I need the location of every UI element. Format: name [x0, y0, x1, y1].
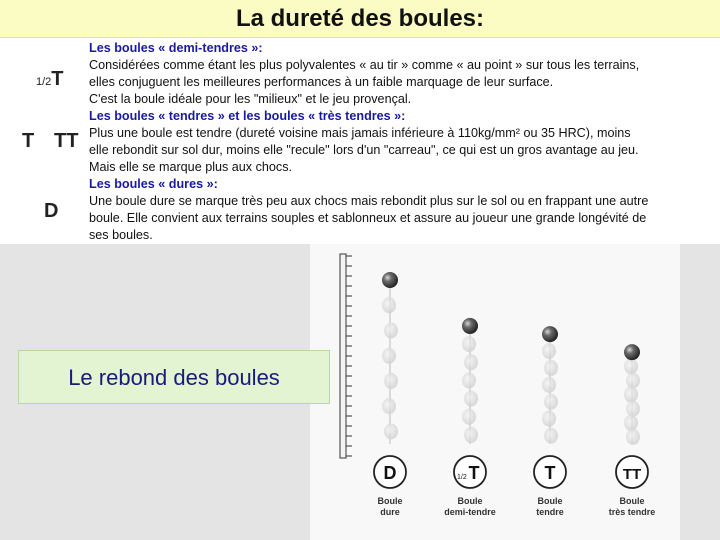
ball-caption-line1: Boule — [457, 496, 483, 506]
ball — [542, 326, 558, 342]
height-ruler — [340, 254, 352, 458]
symbol-hard: D — [44, 200, 59, 222]
ball-trail — [542, 377, 556, 393]
ball-caption-line2: tendre — [536, 507, 564, 517]
section-line: elles conjuguent les meilleures performances à un faible marquage de leur surface. — [89, 75, 554, 89]
ball-trail — [544, 360, 558, 376]
section-line: Considérées comme étant les plus polyvalentes « au tir » comme « au point » sur tous les terrains, — [89, 58, 640, 72]
section-line: C'est la boule idéale pour les "milieux" et le jeu provençal. — [89, 92, 412, 106]
bounce-column — [374, 272, 406, 517]
section-line: Une boule dure se marque très peu aux chocs mais rebondit plus sur le sol ou en frappant une autre — [89, 194, 649, 208]
ball-trail — [544, 394, 558, 410]
ball-trail — [382, 348, 396, 364]
ball-caption-line1: Boule — [537, 496, 563, 506]
ball-trail — [624, 387, 638, 403]
ball-trail — [462, 409, 476, 425]
hardness-symbol-prefix: 1/2 — [457, 474, 467, 481]
section-heading-half-tender: Les boules « demi-tendres »: — [89, 41, 263, 55]
figure-label: Le rebond des boules — [18, 350, 330, 404]
ball — [462, 318, 478, 334]
ball-trail — [626, 429, 640, 445]
section-heading-tender: Les boules « tendres » et les boules « très tendres »: — [89, 109, 406, 123]
ball-trail — [464, 427, 478, 443]
title-bar — [0, 0, 720, 38]
bounce-figure-svg — [310, 244, 680, 540]
section-line: Plus une boule est tendre (dureté voisine mais jamais inférieure à 110kg/mm² ou 35 HRC), moins — [89, 126, 631, 140]
symbol-very-tender: TT — [54, 130, 79, 152]
symbol-tender: T — [22, 130, 35, 152]
hardness-symbol: T — [468, 463, 480, 483]
symbol-half-prefix: 1/2 — [36, 76, 52, 88]
bounce-column — [444, 318, 496, 517]
ball-trail — [544, 428, 558, 444]
ball-trail — [382, 398, 396, 414]
ball-trail — [464, 354, 478, 370]
ball-caption-line2: très tendre — [608, 507, 656, 517]
section-line: Mais elle se marque plus aux chocs. — [89, 160, 292, 174]
ball-caption-line2: dure — [380, 507, 400, 517]
bounce-column — [534, 326, 566, 517]
ball-trail — [624, 358, 638, 374]
ball-trail — [626, 401, 640, 417]
description-text — [89, 40, 715, 244]
hardness-symbol: T — [544, 463, 556, 483]
bounce-figure — [310, 244, 680, 540]
ruler-bar — [340, 254, 346, 458]
hardness-symbol: TT — [622, 466, 642, 483]
ball-trail — [384, 322, 398, 338]
ball-trail — [542, 411, 556, 427]
ball-trail — [384, 423, 398, 439]
ball-trail — [382, 297, 396, 313]
bounce-column — [609, 344, 656, 517]
ball-caption-line1: Boule — [619, 496, 645, 506]
section-line: elle rebondit sur sol dur, moins elle "recule" lors d'un "carreau", ce qui est un gros avantage au jeu. — [89, 143, 639, 157]
ball-trail — [624, 415, 638, 431]
ball-caption-line1: Boule — [377, 496, 403, 506]
ball-trail — [464, 391, 478, 407]
section-heading-hard: Les boules « dures »: — [89, 177, 218, 191]
page-title: La dureté des boules: — [235, 5, 485, 32]
ball-trail — [462, 372, 476, 388]
section-line: ses boules. — [89, 228, 153, 242]
ball-trail — [542, 343, 556, 359]
ball — [382, 272, 398, 288]
ball-trail — [462, 336, 476, 352]
ball-trail — [626, 372, 640, 388]
symbol-half-letter: T — [51, 68, 64, 90]
ball — [624, 344, 640, 360]
ball-caption-line2: demi-tendre — [444, 507, 496, 517]
hardness-symbol: D — [383, 463, 397, 483]
section-line: boule. Elle convient aux terrains souples et sablonneux et assure au joueur une grande longévité de — [89, 211, 647, 225]
ball-trail — [384, 373, 398, 389]
symbol-half-tender — [36, 68, 64, 91]
